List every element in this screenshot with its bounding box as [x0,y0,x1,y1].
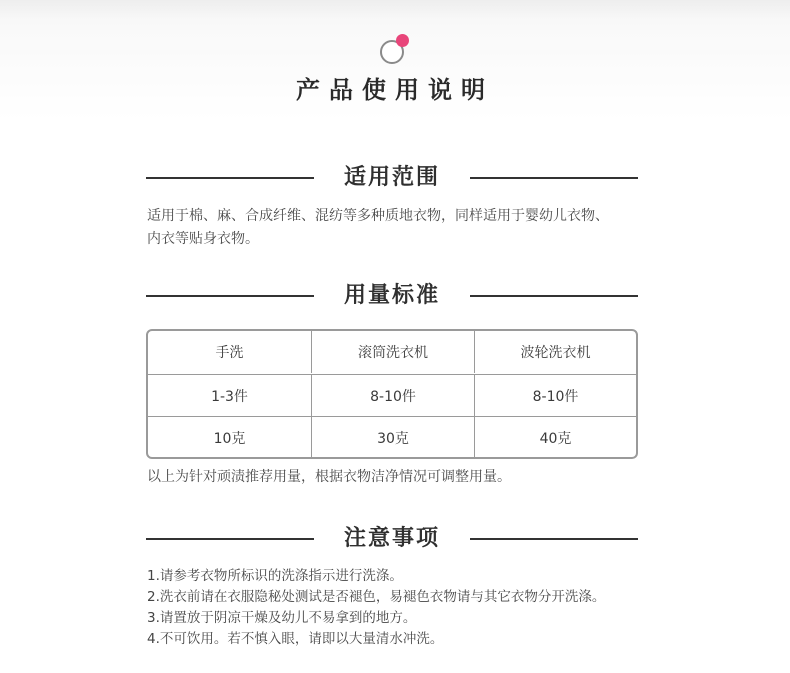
list-item: 4.不可饮用。若不慎入眼，请即以大量清水冲洗。 [147,631,444,647]
section-heading-cautions [146,524,638,554]
table-cell: 30克 [311,417,474,458]
table-header-cell: 手洗 [215,345,244,361]
top-shadow [0,0,790,20]
table-row [148,374,636,416]
table-header-row [148,331,636,373]
logo-dot [396,34,409,47]
section-title: 用量标准 [343,283,440,308]
section-heading-scope [146,163,638,193]
caution-list [147,566,667,650]
brand-logo-icon [380,34,410,64]
dosage-table [146,329,638,459]
dosage-note: 以上为针对顽渍推荐用量，根据衣物洁净情况可调整用量。 [147,469,511,485]
heading-rule-right [470,177,638,179]
scope-line: 内衣等贴身衣物。 [147,231,259,247]
heading-rule-right [470,295,638,297]
scope-line: 适用于棉、麻、合成纤维、混纺等多种质地衣物，同样适用于婴幼儿衣物、 [147,208,609,224]
table-row [148,416,636,458]
list-item: 3.请置放于阴凉干燥及幼儿不易拿到的地方。 [147,610,417,626]
table-cell: 10克 [213,430,246,447]
table-cell: 8-10件 [311,375,474,416]
list-item: 2.洗衣前请在衣服隐秘处测试是否褪色，易褪色衣物请与其它衣物分开洗涤。 [147,589,606,605]
table-cell: 8-10件 [474,375,636,416]
heading-rule-right [470,538,638,540]
table-header-cell: 波轮洗衣机 [474,331,636,373]
table-cell: 40克 [474,417,636,458]
section-title: 适用范围 [343,165,440,190]
table-header-cell: 滚筒洗衣机 [311,331,474,373]
scope-text [147,205,647,251]
table-cell: 1-3件 [211,388,248,405]
section-title: 注意事项 [343,526,440,551]
page-title: 产品使用说明 [296,76,494,104]
list-item: 1.请参考衣物所标识的洗涤指示进行洗涤。 [147,568,403,584]
section-heading-dosage [146,281,638,311]
